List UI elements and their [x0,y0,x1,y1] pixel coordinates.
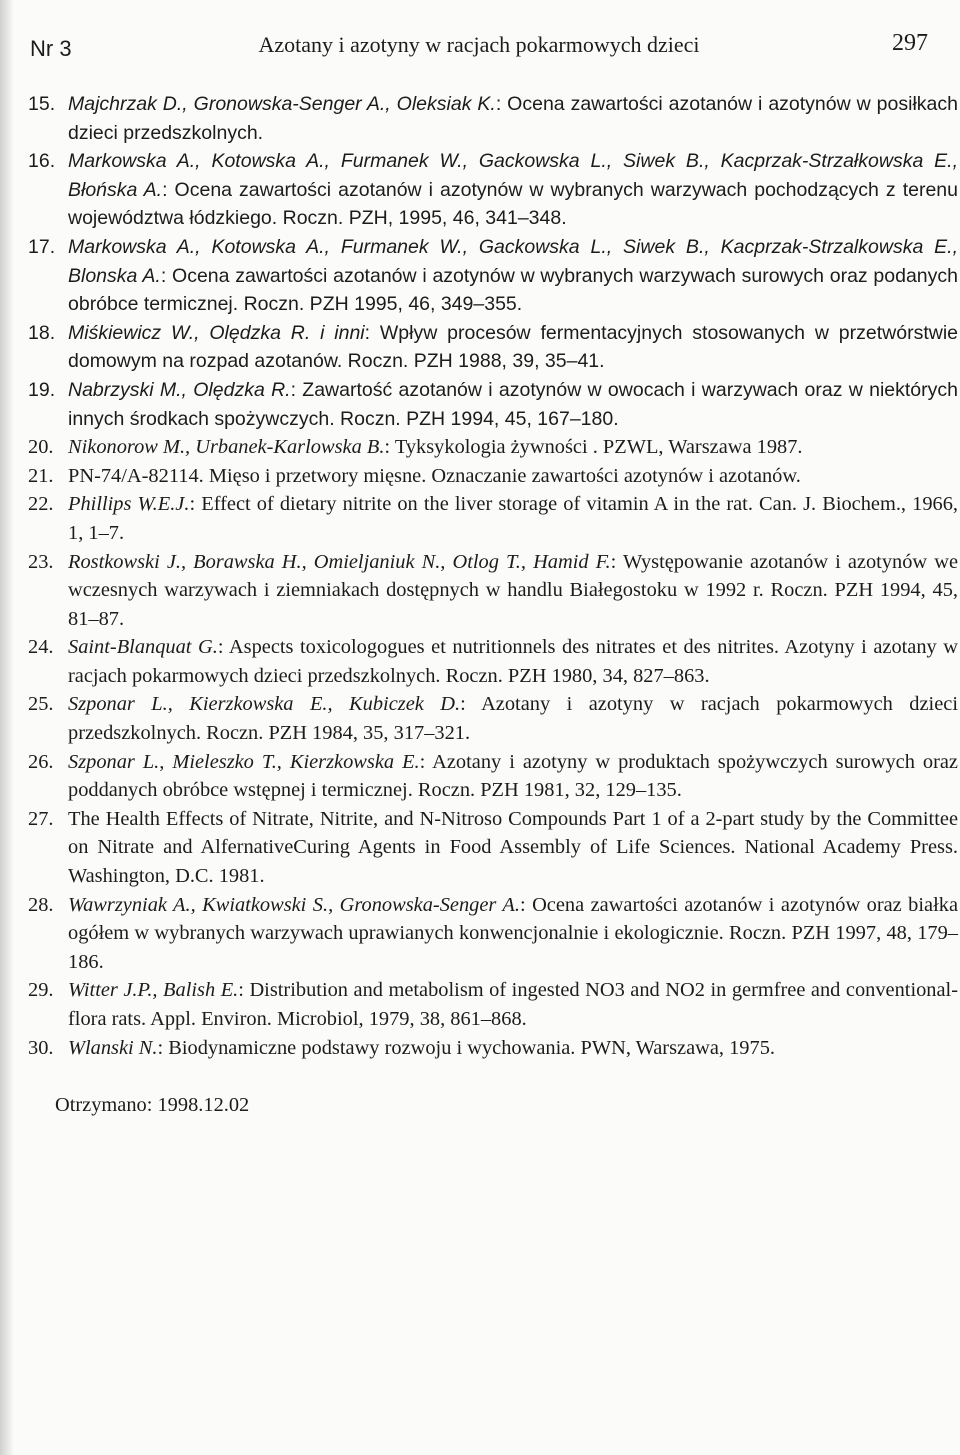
reference-text: : Wpływ procesów fermentacyjnych stosowanych w przetwórstwie domowym na rozpad azotanów. Roczn. PZH 1988, 39, 35–41. [68,321,958,373]
page-number: 297 [892,30,928,56]
reference-authors: Miśkiewicz W., Olędzka R. i inni [68,321,365,344]
running-title: Azotany i azotyny w racjach pokarmowych dzieci [258,32,700,57]
reference-item [28,633,958,690]
reference-authors: Nikonorow M., Urbanek-Karlowska B. [68,436,385,459]
reference-text: : Zawartość azotanów i azotynów w owocach i warzywach oraz w niektórych innych środkach spożywczych. Roczn. PZH 1994, 45, 167–180. [68,378,958,430]
reference-number: 22. [28,493,54,516]
reference-text: : Ocena zawartości azotanów i azotynów w wybranych warzywach surowych oraz podanych obróbce termicznej. Roczn. PZH 1995, 46, 349–355. [68,264,958,316]
reference-item [28,462,958,491]
reference-authors: Saint-Blanquat G. [68,636,218,659]
reference-number: 23. [28,550,54,573]
reference-number: 17. [28,235,56,258]
reference-authors: Wlanski N. [68,1036,158,1059]
reference-text: : Biodynamiczne podstawy rozwoju i wychowania. PWN, Warszawa, 1975. [157,1036,775,1059]
reference-item [28,376,958,433]
journal-issue: Nr 3 [30,36,72,61]
reference-number: 18. [28,321,56,344]
reference-authors: Szponar L., Kierzkowska E., Kubiczek D. [68,693,461,716]
reference-number: 27. [28,807,54,830]
reference-number: 19. [28,378,56,401]
reference-number: 15. [28,93,56,115]
reference-item [28,1034,958,1063]
reference-text: PN-74/A-82114. Mięso i przetwory mięsne. Oznaczanie zawartości azotynów i azotanów. [68,464,801,487]
reference-number: 21. [28,464,54,487]
reference-text: : Ocena zawartości azotanów i azotynów w posiłkach dzieci przedszkolnych. [68,93,958,144]
reference-item [28,891,958,977]
reference-item [28,233,958,319]
reference-text: The Health Effects of Nitrate, Nitrite, and N-Nitroso Compounds Part 1 of a 2-part study by the Committee on Nitrate and AlfernativeCuring Agents in Food Assembly of Life Sciences. National Academy Press. Washington, D.C. 1981. [68,807,958,888]
reference-number: 25. [28,693,54,716]
reference-number: 20. [28,436,54,459]
running-header [30,26,928,66]
reference-authors: Phillips W.E.J. [68,493,190,516]
reference-text: : Ocena zawartości azotanów i azotynów w wybranych warzywach pochodzących z terenu województwa łódzkiego. Roczn. PZH, 1995, 46, 341–348. [68,178,958,230]
reference-item [28,805,958,891]
reference-item [28,147,958,233]
reference-number: 16. [28,150,56,173]
received-date: Otrzymano: 1998.12.02 [55,1094,250,1116]
reference-authors: Szponar L., Mieleszko T., Kierzkowska E. [68,750,420,773]
reference-text: : Aspects toxicologogues et nutritionnels des nitrates et des nitrites. Azotyny i azotany w racjach pokarmowych dzieci przedszkolnych. Roczn. PZH 1980, 34, 827–863. [68,636,959,687]
reference-text: : Effect of dietary nitrite on the liver storage of vitamin A in the rat. Can. J. Biochem., 1966, 1, 1–7. [68,493,959,544]
reference-item [28,90,958,147]
reference-number: 29. [28,979,54,1002]
reference-authors: Majchrzak D., Gronowska-Senger A., Oleksiak K. [68,93,496,115]
reference-number: 30. [28,1036,54,1059]
reference-item [28,976,958,1033]
reference-item [28,548,958,634]
reference-text: : Distribution and metabolism of ingested NO3 and NO2 in germfree and conventional- flora rats. Appl. Environ. Microbiol, 1979, 38, 861–868. [68,979,959,1030]
reference-item [28,690,958,747]
reference-item [28,433,958,462]
reference-list [28,90,958,1062]
reference-authors: Markowska A., Kotowska A., Furmanek W., Gackowska L., Siwek B., Kacprzak-Strzałkowska E., Błońska A. [68,150,958,201]
reference-authors: Rostkowski J., Borawska H., Omieljaniuk N., Otlog T., Hamid F. [68,550,611,573]
reference-number: 28. [28,893,54,916]
reference-number: 24. [28,636,54,659]
page-edge-shadow [0,0,14,1455]
reference-text: : Azotany i azotyny w produktach spożywczych surowych oraz poddanych obróbce wstępnej i termicznej. Roczn. PZH 1981, 32, 129–135. [68,750,958,802]
reference-item [28,319,958,376]
reference-authors: Markowska A., Kotowska A., Furmanek W., Gackowska L., Siwek B., Kacprzak-Strzalkowska E., Blonska A. [68,235,958,287]
reference-text: : Występowanie azotanów i azotynów we wczesnych warzywach i ziemniakach dostępnych w handlu Białegostoku w 1992 r. Roczn. PZH 1994, 45, 81–87. [68,550,958,630]
reference-text: : Azotany i azotyny w racjach pokarmowych dzieci przedszkolnych. Roczn. PZH 1984, 35, 317–321. [68,693,958,745]
reference-authors: Wawrzyniak A., Kwiatkowski S., Gronowska-Senger A. [68,893,520,916]
reference-item [28,748,958,805]
reference-item [28,490,958,547]
reference-number: 26. [28,750,54,773]
reference-authors: Nabrzyski M., Olędzka R. [68,378,291,401]
reference-text: : Tyksykologia żywności . PZWL, Warszawa 1987. [384,436,803,459]
reference-text: : Ocena zawartości azotanów i azotynów oraz białka ogółem w wybranych warzywach uprawianych konwencjonalnie i ekologicznie. Roczn. PZH 1997, 48, 179–186. [68,893,958,973]
reference-authors: Witter J.P., Balish E. [68,979,239,1002]
